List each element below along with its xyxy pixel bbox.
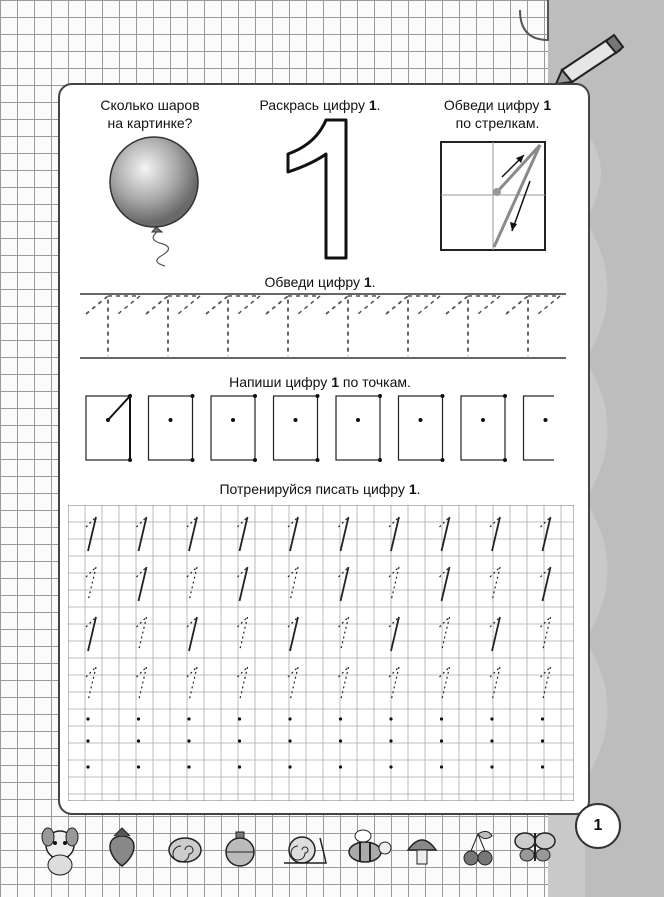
- practice-dot: [187, 717, 190, 720]
- task-practice-end: .: [416, 481, 421, 497]
- snail-shell-icon: [169, 838, 201, 862]
- practice-dot: [86, 717, 89, 720]
- practice-digit-1[interactable]: [86, 617, 96, 651]
- dot-box[interactable]: [399, 394, 445, 462]
- task-count-balloons: [80, 96, 220, 132]
- practice-digit-1[interactable]: [389, 567, 399, 601]
- practice-digit-1[interactable]: [541, 567, 551, 601]
- practice-dot: [389, 739, 392, 742]
- practice-dot: [440, 765, 443, 768]
- practice-dot: [541, 765, 544, 768]
- task-trace-digit-number: 1: [363, 274, 372, 290]
- task-practice-digit: 1: [408, 481, 417, 497]
- practice-digit-1[interactable]: [490, 567, 500, 601]
- task-dots-digit: 1: [331, 374, 339, 390]
- page-number-badge: 1: [575, 803, 621, 849]
- practice-dot: [86, 739, 89, 742]
- practice-dot: [187, 765, 190, 768]
- practice-grid-lines: [68, 505, 574, 801]
- dot-box[interactable]: [149, 394, 195, 462]
- practice-dot: [288, 739, 291, 742]
- practice-dot: [389, 765, 392, 768]
- task-write-dots: [200, 373, 440, 391]
- dot-box[interactable]: [524, 394, 555, 462]
- task-arrows-digit: 1: [543, 97, 552, 113]
- practice-dot: [490, 765, 493, 768]
- practice-digit-1[interactable]: [440, 617, 450, 651]
- dot-boxes-row[interactable]: [84, 392, 554, 464]
- task-color-digit: [230, 96, 410, 114]
- bee-icon: [349, 830, 391, 862]
- puppy-icon: [42, 828, 78, 875]
- snail-icon: [284, 837, 326, 863]
- practice-digit-1[interactable]: [541, 667, 551, 701]
- balloon-picture: [104, 134, 204, 274]
- practice-digit-1[interactable]: [86, 667, 96, 701]
- task-color-end: .: [376, 97, 381, 113]
- task-dots-end: по точкам.: [339, 374, 411, 390]
- practice-digit-1[interactable]: [137, 617, 147, 651]
- ornament-icon: [226, 832, 254, 866]
- practice-digit-1[interactable]: [490, 667, 500, 701]
- trace-digit-row[interactable]: [80, 292, 570, 364]
- practice-digit-1[interactable]: [137, 667, 147, 701]
- practice-dot: [541, 717, 544, 720]
- practice-digit-1[interactable]: [490, 617, 500, 651]
- task-trace-arrows: [420, 96, 575, 132]
- practice-dot: [541, 739, 544, 742]
- practice-digit-1[interactable]: [238, 617, 248, 651]
- task-trace-end: .: [371, 274, 376, 290]
- task-practice: [180, 480, 460, 498]
- dashed-digit-1[interactable]: [506, 296, 560, 356]
- task-arrows-text: Обведи цифру: [443, 97, 544, 113]
- practice-grid[interactable]: [68, 505, 574, 801]
- practice-digit-1[interactable]: [389, 667, 399, 701]
- strawberry-icon: [110, 828, 134, 866]
- practice-digit-1[interactable]: [187, 667, 197, 701]
- practice-dot: [339, 717, 342, 720]
- practice-digit-1[interactable]: [187, 617, 197, 651]
- dot-box[interactable]: [336, 394, 382, 462]
- task-color-digit-number: 1: [368, 97, 377, 113]
- practice-digit-1[interactable]: [440, 667, 450, 701]
- practice-dot: [339, 739, 342, 742]
- practice-digit-1[interactable]: [288, 617, 298, 651]
- practice-dot: [440, 739, 443, 742]
- dashed-digit-1[interactable]: [446, 296, 500, 356]
- dashed-digit-1[interactable]: [146, 296, 200, 356]
- practice-digit-1[interactable]: [288, 667, 298, 701]
- practice-dot: [137, 717, 140, 720]
- practice-digit-1[interactable]: [389, 617, 399, 651]
- practice-dot: [137, 739, 140, 742]
- dot-box[interactable]: [461, 394, 507, 462]
- mushroom-icon: [408, 840, 436, 864]
- practice-digit-1[interactable]: [137, 567, 147, 601]
- dot-box[interactable]: [211, 394, 257, 462]
- practice-dot: [86, 765, 89, 768]
- dashed-digit-1[interactable]: [206, 296, 260, 356]
- practice-dot: [339, 765, 342, 768]
- practice-digit-1[interactable]: [238, 567, 248, 601]
- arrow-tracing-box[interactable]: [440, 141, 546, 251]
- sample-digit-box[interactable]: [86, 394, 132, 462]
- practice-dot: [288, 765, 291, 768]
- dashed-digit-1[interactable]: [86, 296, 140, 356]
- practice-dot: [238, 717, 241, 720]
- task-count-line2: на картинке?: [107, 115, 193, 131]
- practice-dot: [187, 739, 190, 742]
- practice-digit-1[interactable]: [187, 567, 197, 601]
- task-count-line1: Сколько шаров: [100, 97, 200, 113]
- practice-digit-1[interactable]: [238, 667, 248, 701]
- dashed-digit-1[interactable]: [326, 296, 380, 356]
- task-trace-text: Обведи цифру: [264, 274, 364, 290]
- practice-digit-1[interactable]: [440, 567, 450, 601]
- task-arrows-line2: по стрелкам.: [455, 115, 540, 131]
- practice-dot: [238, 765, 241, 768]
- butterfly-icon: [515, 833, 555, 861]
- practice-dot: [238, 739, 241, 742]
- practice-dot: [490, 739, 493, 742]
- practice-dot: [440, 717, 443, 720]
- decorative-icon-strip: [40, 815, 570, 885]
- practice-dot: [288, 717, 291, 720]
- task-dots-text: Напиши цифру: [229, 374, 332, 390]
- practice-dot: [389, 717, 392, 720]
- practice-digit-1[interactable]: [541, 617, 551, 651]
- big-outline-digit[interactable]: [282, 116, 362, 266]
- dot-box[interactable]: [274, 394, 320, 462]
- task-trace-digit: [230, 273, 410, 291]
- dashed-digit-1[interactable]: [386, 296, 440, 356]
- practice-dot: [490, 717, 493, 720]
- practice-digit-1[interactable]: [86, 567, 96, 601]
- practice-digit-1[interactable]: [288, 567, 298, 601]
- dashed-digit-1[interactable]: [266, 296, 320, 356]
- task-color-text: Раскрась цифру: [259, 97, 369, 113]
- task-practice-text: Потренируйся писать цифру: [219, 481, 409, 497]
- cherries-icon: [464, 831, 492, 865]
- practice-dot: [137, 765, 140, 768]
